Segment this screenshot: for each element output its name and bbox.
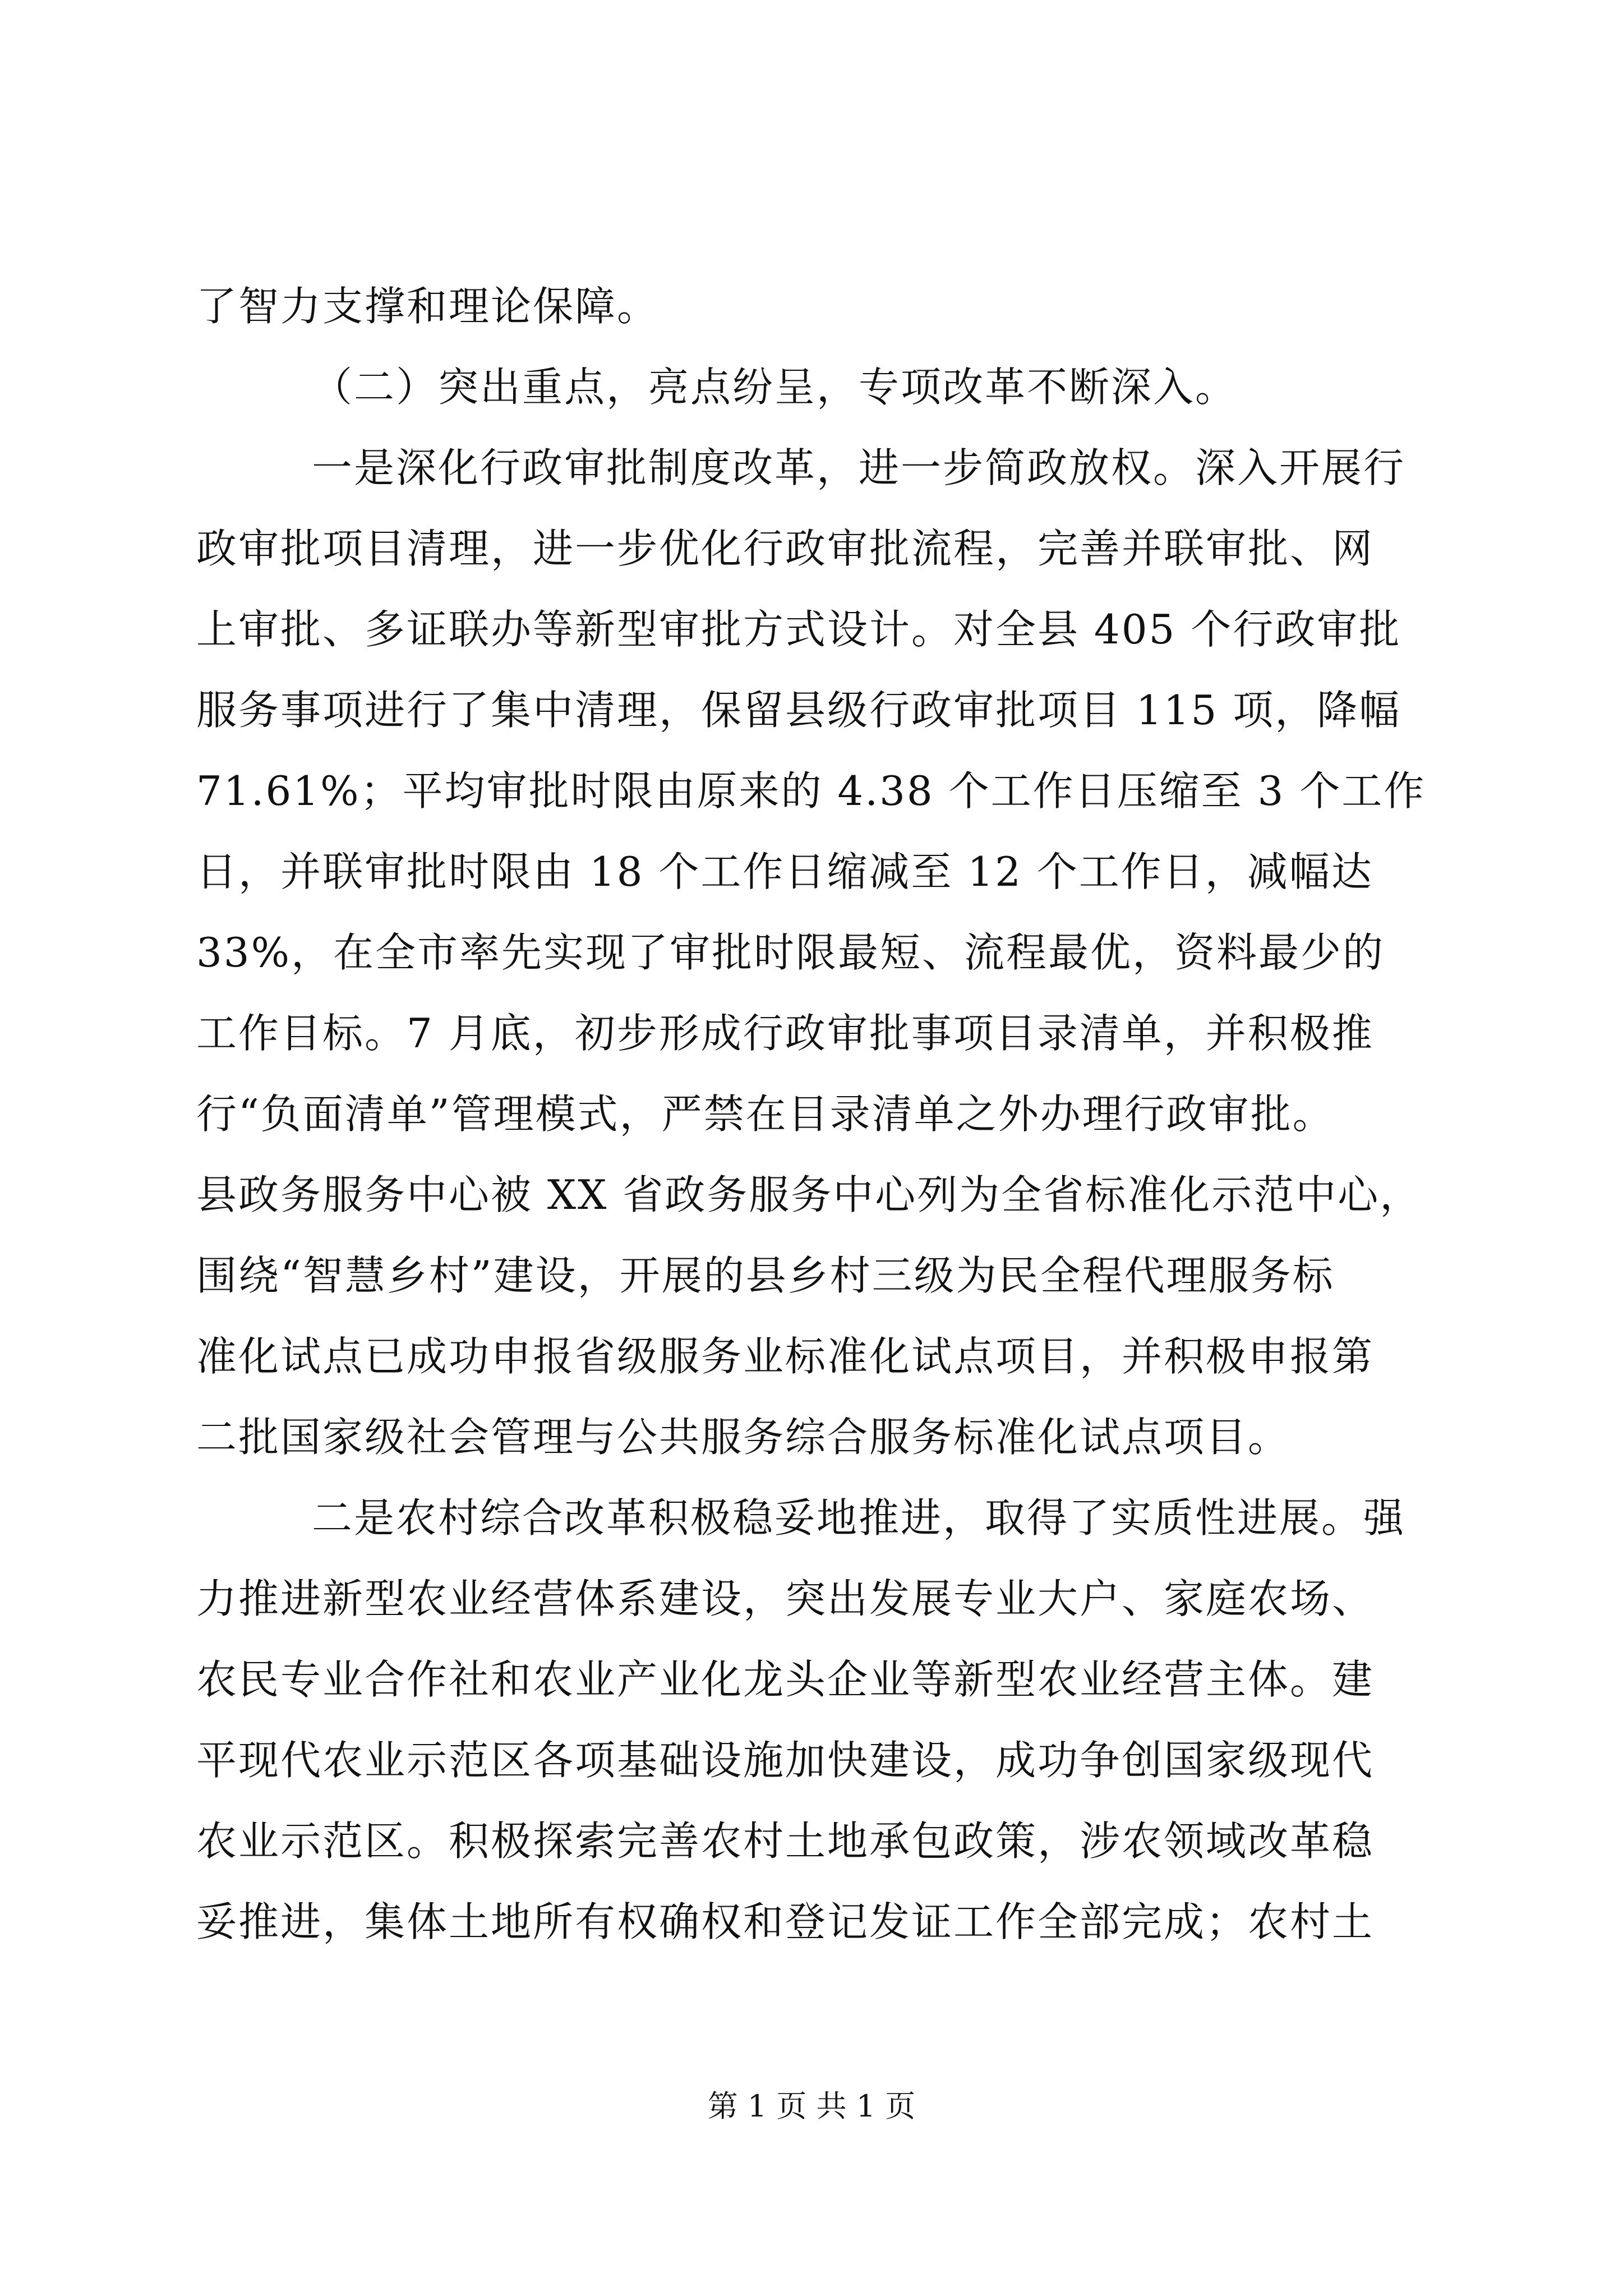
paragraph-first-line: 一是深化行政审批制度改革，进一步简政放权。深入开展行 bbox=[312, 444, 1406, 491]
text-line: 工作目标。7 月底，初步形成行政审批事项目录清单，并积极推 bbox=[196, 1010, 1374, 1057]
text-line: 二批国家级社会管理与公共服务综合服务标准化试点项目。 bbox=[196, 1414, 1290, 1461]
text-line: 农民专业合作社和农业产业化龙头企业等新型农业经营主体。建 bbox=[196, 1656, 1375, 1703]
text-line: 妥推进，集体土地所有权确权和登记发证工作全部完成；农村土 bbox=[196, 1898, 1375, 1945]
text-line: 日，并联审批时限由 18 个工作日缩减至 12 个工作日，减幅达 bbox=[196, 848, 1373, 895]
text-line: 71.61%；平均审批时限由原来的 4.38 个工作日压缩至 3 个工作 bbox=[196, 767, 1426, 815]
text-line: 33%，在全市率先实现了审批时限最短、流程最优，资料最少的 bbox=[196, 929, 1385, 976]
text-line: 行“负面清单”管理模式，严禁在目录清单之外办理行政审批。 bbox=[196, 1091, 1335, 1138]
text-line: 上审批、多证联办等新型审批方式设计。对全县 405 个行政审批 bbox=[196, 606, 1401, 653]
text-line: 平现代农业示范区各项基础设施加快建设，成功争创国家级现代 bbox=[196, 1737, 1375, 1784]
paragraph-first-line: 二是农村综合改革积极稳妥地推进，取得了实质性进展。强 bbox=[312, 1494, 1406, 1542]
section-heading: （二）突出重点，亮点纷呈，专项改革不断深入。 bbox=[312, 364, 1238, 411]
text-line: 了智力支撑和理论保障。 bbox=[196, 283, 660, 330]
text-line: 县政务服务中心被 XX 省政务服务中心列为全省标准化示范中心， bbox=[196, 1171, 1422, 1218]
text-line: 围绕“智慧乡村”建设，开展的县乡村三级为民全程代理服务标 bbox=[196, 1252, 1335, 1299]
text-line: 农业示范区。积极探索完善农村土地承包政策，涉农领域改革稳 bbox=[196, 1818, 1375, 1865]
text-line: 服务事项进行了集中清理，保留县级行政审批项目 115 项，降幅 bbox=[196, 687, 1401, 734]
page-footer: 第 1 页 共 1 页 bbox=[707, 2088, 916, 2124]
text-line: 政审批项目清理，进一步优化行政审批流程，完善并联审批、网 bbox=[196, 525, 1375, 572]
text-line: 力推进新型农业经营体系建设，突出发展专业大户、家庭农场、 bbox=[196, 1575, 1375, 1622]
text-line: 准化试点已成功申报省级服务业标准化试点项目，并积极申报第 bbox=[196, 1333, 1375, 1380]
